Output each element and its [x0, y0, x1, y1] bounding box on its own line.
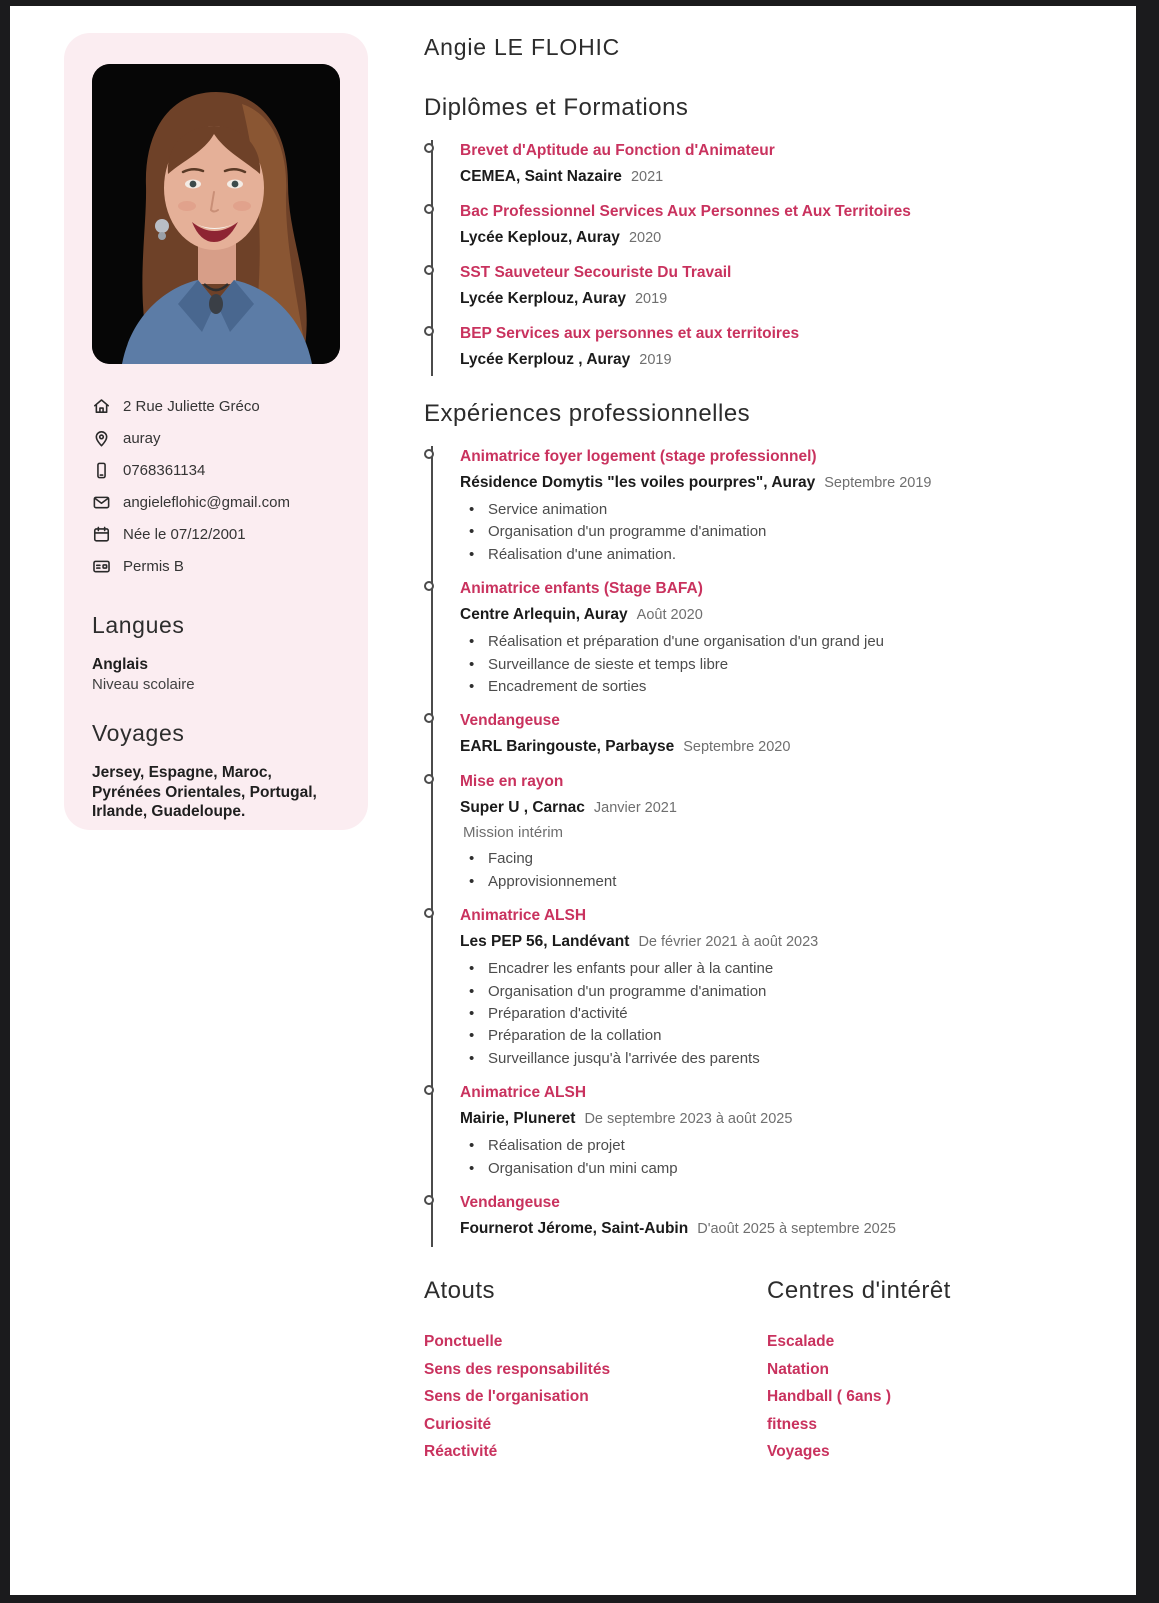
strength-item: Curiosité: [424, 1415, 492, 1433]
travels-text: Jersey, Espagne, Maroc, Pyrénées Orientales, Portugal, Irlande, Guadeloupe.: [92, 764, 317, 820]
timeline-dot: [424, 449, 434, 459]
timeline-dot: [424, 774, 434, 784]
experience-title: Animatrice ALSH: [460, 907, 587, 925]
timeline-dot: [424, 908, 434, 918]
strengths-heading: Atouts: [424, 1277, 496, 1305]
experience-org: Super U , Carnac: [460, 799, 585, 817]
experience-bullet: • Encadrement de sorties: [460, 676, 1136, 698]
experience-date: Septembre 2020: [683, 739, 791, 756]
education-org: Lycée Kerplouz , Auray: [460, 351, 631, 368]
phone-icon: [92, 461, 111, 480]
experience-org: EARL Baringouste, Parbayse: [460, 738, 675, 756]
strength-item: Réactivité: [424, 1443, 498, 1461]
candidate-name: Angie LE FLOHIC: [424, 34, 621, 60]
experience-title: Animatrice foyer logement (stage professionnel): [460, 448, 817, 465]
experience-date: Septembre 2019: [824, 475, 932, 491]
phone-text: 0768361134: [123, 461, 206, 479]
education-title: Brevet d'Aptitude au Fonction d'Animateur: [460, 142, 775, 159]
experience-entry: [460, 905, 1136, 1082]
experience-title: Vendangeuse: [460, 712, 560, 730]
timeline-dot: [424, 326, 434, 336]
timeline-dot: [424, 265, 434, 275]
language-level: Niveau scolaire: [92, 676, 195, 693]
experience-org: Centre Arlequin, Auray: [460, 606, 628, 624]
experience-bullet: • Facing: [460, 848, 1136, 870]
experience-bullet: • Encadrer les enfants pour aller à la cantine: [460, 958, 1136, 980]
experience-date: De septembre 2023 à août 2025: [584, 1111, 793, 1128]
interest-item: Handball ( 6ans ): [767, 1388, 892, 1406]
education-title: BEP Services aux personnes et aux territoires: [460, 325, 800, 342]
experience-date: Août 2020: [636, 607, 703, 624]
timeline-dot: [424, 204, 434, 214]
strength-item: Ponctuelle: [424, 1333, 503, 1351]
experience-bullet: • Organisation d'un programme d'animation: [460, 981, 1136, 1003]
experience-bullet: • Réalisation de projet: [460, 1135, 1136, 1157]
education-title: SST Sauveteur Secouriste Du Travail: [460, 264, 732, 281]
experience-org: Mairie, Pluneret: [460, 1110, 576, 1128]
education-heading: Diplômes et Formations: [424, 94, 689, 121]
experience-heading: Expériences professionnelles: [424, 400, 751, 427]
city-text: auray: [123, 429, 161, 447]
license-text: Permis B: [123, 557, 184, 575]
home-icon: [92, 397, 111, 416]
education-org: CEMEA, Saint Nazaire: [460, 168, 622, 185]
experience-bullet: • Préparation d'activité: [460, 1003, 1136, 1025]
languages-heading: Langues: [92, 612, 185, 638]
experience-title: Vendangeuse: [460, 1194, 560, 1212]
experience-org: Les PEP 56, Landévant: [460, 933, 630, 951]
interests-column: [767, 1277, 1136, 1466]
timeline-dot: [424, 143, 434, 153]
education-entry: [460, 262, 1136, 323]
profile-photo: [92, 64, 340, 364]
experience-bullet: • Organisation d'un programme d'animation: [460, 521, 1136, 543]
experience-entry: [460, 578, 1136, 710]
experience-bullet: • Réalisation d'une animation.: [460, 544, 1136, 566]
strength-item: Sens de l'organisation: [424, 1388, 589, 1406]
experience-bullet: • Approvisionnement: [460, 871, 1136, 893]
interest-item: Escalade: [767, 1333, 835, 1351]
travels-heading: Voyages: [92, 720, 185, 746]
interest-item: Voyages: [767, 1443, 830, 1461]
birthdate-text: Née le 07/12/2001: [123, 525, 246, 543]
contact-list: [92, 390, 340, 582]
experience-bullet: • Organisation d'un mini camp: [460, 1158, 1136, 1180]
experience-entry: [460, 710, 1136, 771]
education-title: Bac Professionnel Services Aux Personnes et Aux Territoires: [460, 203, 911, 220]
experience-title: Mise en rayon: [460, 773, 564, 791]
portrait-illustration: [92, 64, 340, 364]
interests-list: [767, 1328, 1136, 1466]
interests-heading: Centres d'intérêt: [767, 1277, 951, 1305]
experience-title: Animatrice enfants (Stage BAFA): [460, 580, 703, 598]
education-entry: [460, 323, 1136, 376]
experience-bullet: • Réalisation et préparation d'une organisation d'un grand jeu: [460, 631, 1136, 653]
email-text: angieleflohic@gmail.com: [123, 493, 290, 511]
education-year: 2019: [634, 291, 668, 307]
calendar-icon: [92, 525, 111, 544]
id-card-icon: [92, 557, 111, 576]
timeline-dot: [424, 581, 434, 591]
experience-date: Janvier 2021: [593, 800, 677, 817]
experience-bullets: [460, 499, 1136, 566]
language-name: Anglais: [92, 656, 148, 673]
experience-bullets: [460, 1135, 1136, 1180]
experience-entry: [460, 446, 1136, 578]
experience-title: Animatrice ALSH: [460, 1084, 587, 1102]
experience-bullets: [460, 848, 1136, 893]
contact-row-email: [92, 486, 340, 518]
experience-org: Résidence Domytis "les voiles pourpres", Auray: [460, 474, 816, 491]
main-column: [424, 34, 1136, 1466]
experience-org: Fournerot Jérome, Saint-Aubin: [460, 1220, 689, 1238]
experience-bullet: • Service animation: [460, 499, 1136, 521]
experience-entry: [460, 1192, 1136, 1247]
experience-bullet: • Préparation de la collation: [460, 1025, 1136, 1047]
experience-bullets: [460, 958, 1136, 1070]
sidebar-card: [64, 33, 368, 830]
strengths-list: [424, 1328, 767, 1466]
resume-page: [10, 6, 1136, 1595]
experience-entry: [460, 771, 1136, 905]
education-year: 2021: [630, 169, 664, 185]
education-year: 2019: [639, 352, 672, 368]
education-year: 2020: [628, 230, 662, 246]
contact-row-city: [92, 422, 340, 454]
experience-date: De février 2021 à août 2023: [638, 934, 819, 951]
education-org: Lycée Keplouz, Auray: [460, 229, 620, 246]
contact-row-phone: [92, 454, 340, 486]
experience-note: Mission intérim: [463, 824, 564, 842]
interest-item: Natation: [767, 1360, 829, 1378]
experience-date: D'août 2025 à septembre 2025: [697, 1221, 896, 1238]
interest-item: fitness: [767, 1415, 817, 1433]
education-org: Lycée Kerplouz, Auray: [460, 290, 626, 307]
timeline-dot: [424, 1085, 434, 1095]
experience-bullet: • Surveillance de sieste et temps libre: [460, 654, 1136, 676]
experience-bullets: [460, 631, 1136, 698]
strengths-column: [424, 1277, 767, 1466]
education-entry: [460, 140, 1136, 201]
bottom-section: [424, 1277, 1136, 1466]
experience-timeline: [431, 446, 1136, 1247]
experience-entry: [460, 1082, 1136, 1192]
contact-row-birthdate: [92, 518, 340, 550]
mail-icon: [92, 493, 111, 512]
strength-item: Sens des responsabilités: [424, 1360, 611, 1378]
experience-bullet: • Surveillance jusqu'à l'arrivée des parents: [460, 1048, 1136, 1070]
address-text: 2 Rue Juliette Gréco: [123, 397, 260, 415]
timeline-dot: [424, 1195, 434, 1205]
contact-row-license: [92, 550, 340, 582]
location-pin-icon: [92, 429, 111, 448]
education-timeline: [431, 140, 1136, 376]
education-entry: [460, 201, 1136, 262]
contact-row-address: [92, 390, 340, 422]
timeline-dot: [424, 713, 434, 723]
